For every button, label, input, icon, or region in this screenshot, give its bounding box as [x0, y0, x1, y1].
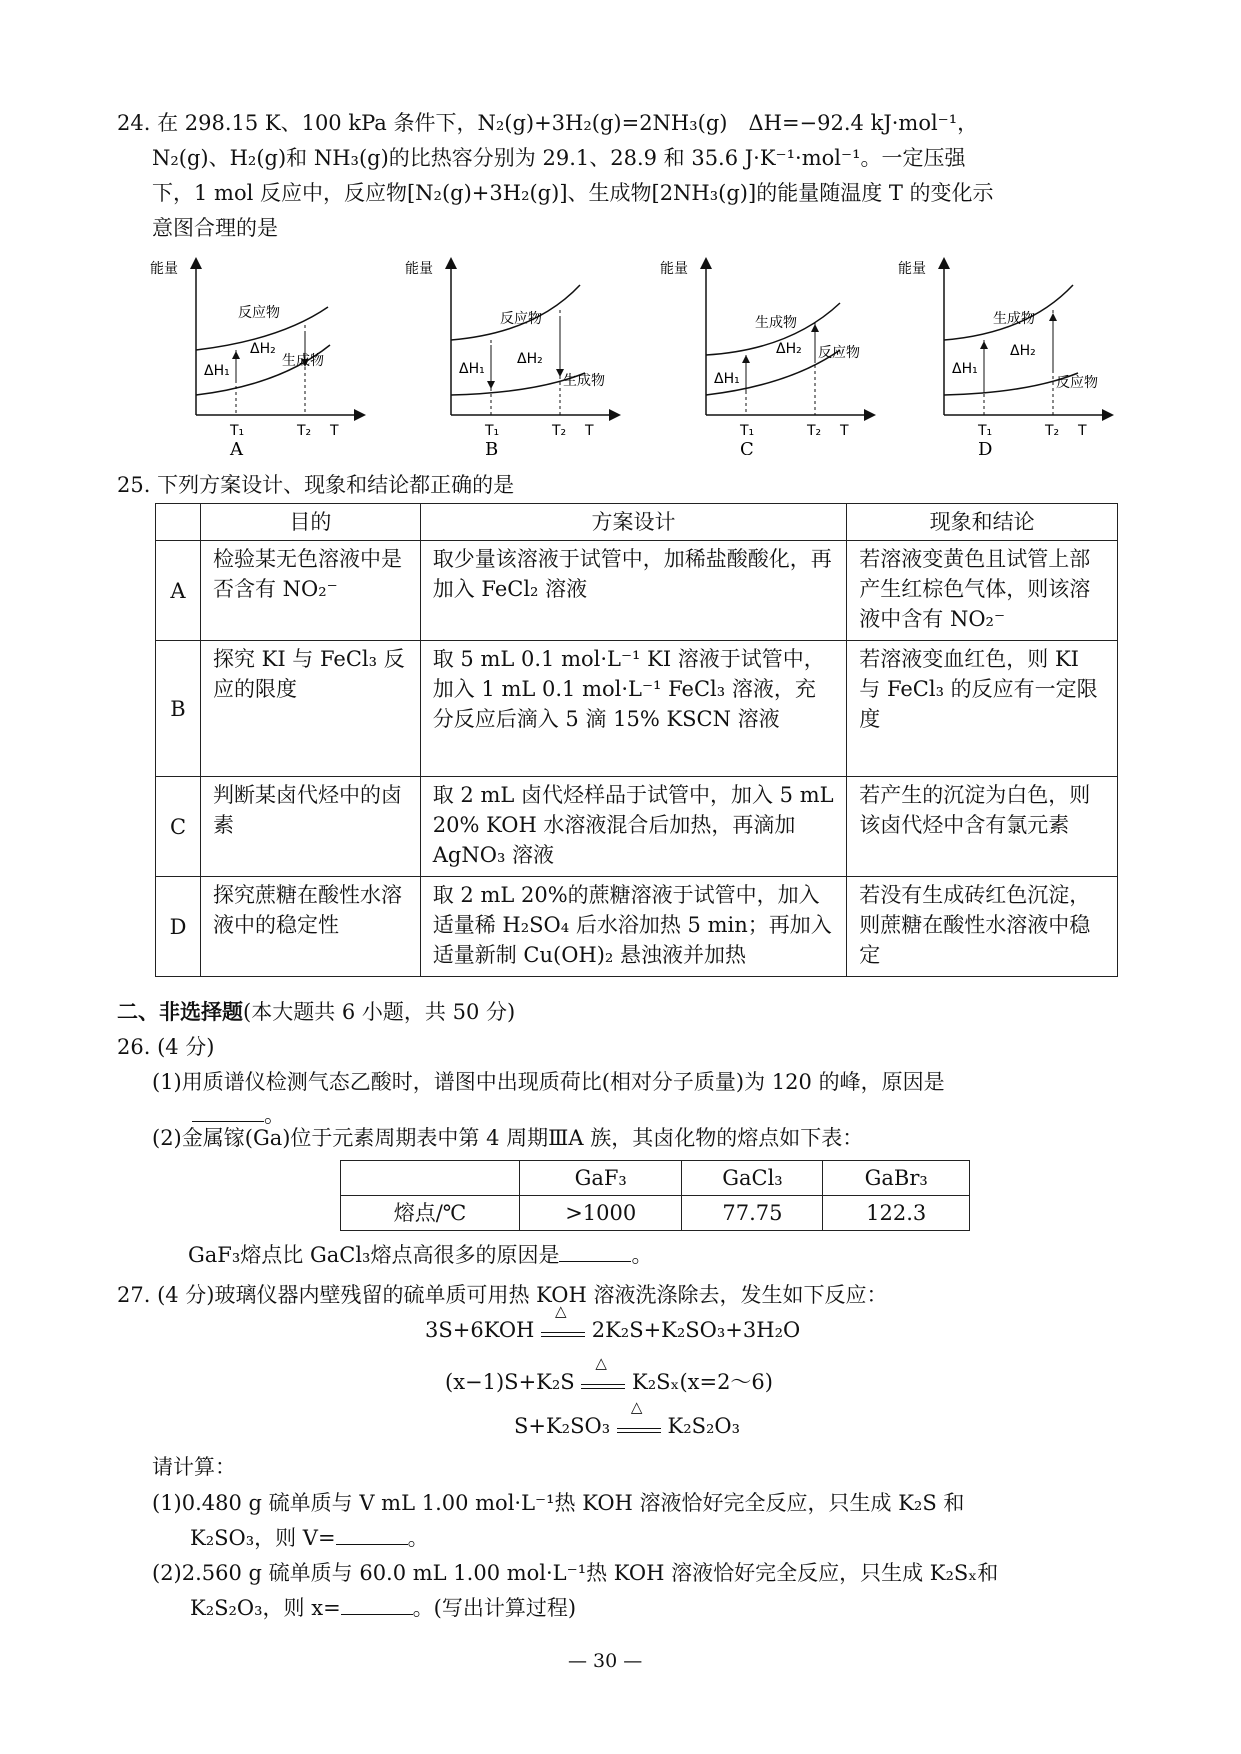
value-cell: 122.3 [823, 1196, 970, 1231]
question-text: K₂SO₃，则 V= [190, 1526, 336, 1550]
table-header-row [156, 504, 1118, 541]
heat-arrow [581, 1354, 625, 1389]
eq-right: 2K₂S+K₂SO₃+3H₂O [591, 1318, 801, 1342]
energy-graph-a [150, 255, 370, 455]
section-heading [117, 997, 515, 1027]
upper-curve-label: 生成物 [993, 311, 1035, 327]
header-cell: GaF₃ [520, 1161, 682, 1196]
t1-label: T₁ [230, 423, 245, 439]
upper-curve-label: 反应物 [238, 305, 280, 321]
dh1-label: ΔH₁ [204, 363, 230, 379]
design-cell: 取 5 mL 0.1 mol·L⁻¹ KI 溶液于试管中，加入 1 mL 0.1 mol·L⁻¹ FeCl₃ 溶液，充分反应后滴入 5 滴 15% KSCN 溶液 [420, 641, 847, 777]
dh1-label: ΔH₁ [459, 361, 485, 377]
heat-icon: △ [595, 1354, 607, 1372]
header-cell: GaCl₃ [682, 1161, 823, 1196]
header-cell-blank [156, 504, 201, 541]
row-label: 熔点/℃ [341, 1196, 520, 1231]
y-axis-label: 能量 [898, 261, 926, 277]
result-cell: 若溶液变黄色且试管上部产生红棕色气体，则该溶液中含有 NO₂⁻ [847, 541, 1118, 641]
header-cell-blank [341, 1161, 520, 1196]
design-cell: 取 2 mL 20%的蔗糖溶液于试管中，加入适量稀 H₂SO₄ 后水浴加热 5 min；再加入适量新制 Cu(OH)₂ 悬浊液并加热 [420, 877, 847, 977]
heat-icon: △ [630, 1398, 643, 1416]
purpose-cell: 判断某卤代烃中的卤素 [200, 777, 420, 877]
purpose-cell: 探究蔗糖在酸性水溶液中的稳定性 [200, 877, 420, 977]
graph-letter: C [740, 439, 754, 455]
value-cell: >1000 [520, 1196, 682, 1231]
section-note: (本大题共 6 小题，共 50 分) [243, 1000, 516, 1024]
equation-3 [514, 1398, 741, 1438]
t-label: T [330, 423, 339, 439]
q24-line-3: 下，1 mol 反应中，反应物[N₂(g)+3H₂(g)]、生成物[2NH₃(g)]的能量随温度 T 的变化示 [152, 181, 994, 205]
gallium-halide-table [340, 1160, 970, 1231]
q26-part-3 [188, 1240, 652, 1270]
result-cell: 若产生的沉淀为白色，则该卤代烃中含有氯元素 [847, 777, 1118, 877]
answer-blank[interactable] [559, 1243, 631, 1262]
heat-arrow [617, 1398, 661, 1433]
answer-blank[interactable] [192, 1103, 264, 1122]
equation-2 [445, 1354, 773, 1396]
t2-label: T₂ [552, 423, 567, 439]
t2-label: T₂ [807, 423, 822, 439]
header-cell: 现象和结论 [847, 504, 1118, 541]
upper-curve-label: 生成物 [755, 315, 797, 331]
dh2-label: ΔH₂ [250, 341, 276, 357]
heat-icon: △ [555, 1302, 567, 1320]
answer-blank[interactable] [341, 1596, 413, 1615]
t2-label: T₂ [297, 423, 312, 439]
upper-curve-label: 反应物 [500, 311, 542, 327]
q27-sub-1-line-2 [190, 1523, 429, 1553]
page-number: — 30 — [568, 1650, 643, 1672]
row-label: B [156, 641, 201, 777]
dh2-label: ΔH₂ [776, 341, 802, 357]
table-row [156, 877, 1118, 977]
graph-letter: D [978, 439, 993, 455]
purpose-cell: 探究 KI 与 FeCl₃ 反应的限度 [200, 641, 420, 777]
question-text: GaF₃熔点比 GaCl₃熔点高很多的原因是 [188, 1243, 560, 1267]
punctuation: 。(写出计算过程) [412, 1596, 577, 1620]
lower-curve-label: 生成物 [282, 353, 324, 369]
punctuation: 。 [631, 1243, 653, 1267]
punctuation: 。 [264, 1103, 285, 1127]
answer-blank[interactable] [336, 1526, 408, 1545]
eq-left: 3S+6KOH [425, 1318, 535, 1342]
dh2-label: ΔH₂ [1010, 343, 1036, 359]
dh1-label: ΔH₁ [952, 361, 978, 377]
energy-graph-b [405, 255, 625, 455]
q24-line-2: N₂(g)、H₂(g)和 NH₃(g)的比热容分别为 29.1、28.9 和 35.6 J·K⁻¹·mol⁻¹。一定压强 [152, 146, 966, 170]
y-axis-label: 能量 [405, 261, 433, 277]
table-header-row [341, 1161, 970, 1196]
y-axis-label: 能量 [660, 261, 688, 277]
q27-sub-2-line-2 [190, 1593, 576, 1623]
design-cell: 取少量该溶液于试管中，加稀盐酸酸化，再加入 FeCl₂ 溶液 [420, 541, 847, 641]
q26-part-1: (1)用质谱仪检测气态乙酸时，谱图中出现质荷比(相对分子质量)为 120 的峰，原因是 [152, 1070, 945, 1094]
table-row [341, 1196, 970, 1231]
t-label: T [585, 423, 594, 439]
table-row [156, 777, 1118, 877]
dh1-label: ΔH₁ [714, 371, 740, 387]
t-label: T [1078, 423, 1087, 439]
q27-head: 27. (4 分)玻璃仪器内壁残留的硫单质可用热 KOH 溶液洗涤除去，发生如下反应： [117, 1283, 888, 1307]
eq-right: K₂Sₓ(x=2～6) [632, 1370, 773, 1394]
purpose-cell: 检验某无色溶液中是否含有 NO₂⁻ [200, 541, 420, 641]
t2-label: T₂ [1045, 423, 1060, 439]
q27-calc-prompt: 请计算： [152, 1455, 236, 1479]
eq-left: (x−1)S+K₂S [445, 1370, 575, 1394]
q27-sub-1-line-1: (1)0.480 g 硫单质与 V mL 1.00 mol·L⁻¹热 KOH 溶液恰好完全反应，只生成 K₂S 和 [152, 1491, 965, 1515]
table-row [156, 541, 1118, 641]
row-label: D [156, 877, 201, 977]
lower-curve-label: 反应物 [818, 345, 860, 361]
eq-left: S+K₂SO₃ [514, 1414, 611, 1438]
design-cell: 取 2 mL 卤代烃样品于试管中，加入 5 mL 20% KOH 水溶液混合后加热，再滴加 AgNO₃ 溶液 [420, 777, 847, 877]
t1-label: T₁ [978, 423, 993, 439]
value-cell: 77.75 [682, 1196, 823, 1231]
heat-arrow [541, 1302, 585, 1337]
energy-graph-d [898, 255, 1118, 455]
header-cell: GaBr₃ [823, 1161, 970, 1196]
graph-letter: B [485, 439, 499, 455]
row-label: C [156, 777, 201, 877]
header-cell: 方案设计 [420, 504, 847, 541]
header-cell: 目的 [200, 504, 420, 541]
q25-title: 25. 下列方案设计、现象和结论都正确的是 [117, 473, 515, 497]
dh2-label: ΔH₂ [517, 351, 543, 367]
table-row [156, 641, 1118, 777]
punctuation: 。 [407, 1526, 429, 1550]
eq-right: K₂S₂O₃ [667, 1414, 741, 1438]
equation-1 [425, 1302, 801, 1342]
result-cell: 若溶液变血红色，则 KI 与 FeCl₃ 的反应有一定限度 [847, 641, 1118, 777]
q27-sub-2-line-1: (2)2.560 g 硫单质与 60.0 mL 1.00 mol·L⁻¹热 KOH 溶液恰好完全反应，只生成 K₂Sₓ和 [152, 1561, 999, 1585]
q24-line-1: 24. 在 298.15 K、100 kPa 条件下，N₂(g)+3H₂(g)=2NH₃(g) ΔH=−92.4 kJ·mol⁻¹， [117, 111, 979, 135]
y-axis-label: 能量 [150, 261, 178, 277]
result-cell: 若没有生成砖红色沉淀，则蔗糖在酸性水溶液中稳定 [847, 877, 1118, 977]
lower-curve-label: 生成物 [563, 373, 605, 389]
section-title: 二、非选择题 [117, 1000, 243, 1024]
graph-letter: A [230, 439, 243, 455]
t1-label: T₁ [740, 423, 755, 439]
q26-part-2: (2)金属镓(Ga)位于元素周期表中第 4 周期ⅢA 族，其卤化物的熔点如下表： [152, 1126, 864, 1150]
q24-line-4: 意图合理的是 [152, 216, 278, 240]
row-label: A [156, 541, 201, 641]
lower-curve-label: 反应物 [1056, 375, 1098, 391]
q25-table [155, 503, 1118, 977]
t1-label: T₁ [485, 423, 500, 439]
t-label: T [840, 423, 849, 439]
q26-head: 26. (4 分) [117, 1035, 215, 1059]
question-text: K₂S₂O₃，则 x= [190, 1596, 341, 1620]
energy-graph-c [660, 255, 880, 455]
